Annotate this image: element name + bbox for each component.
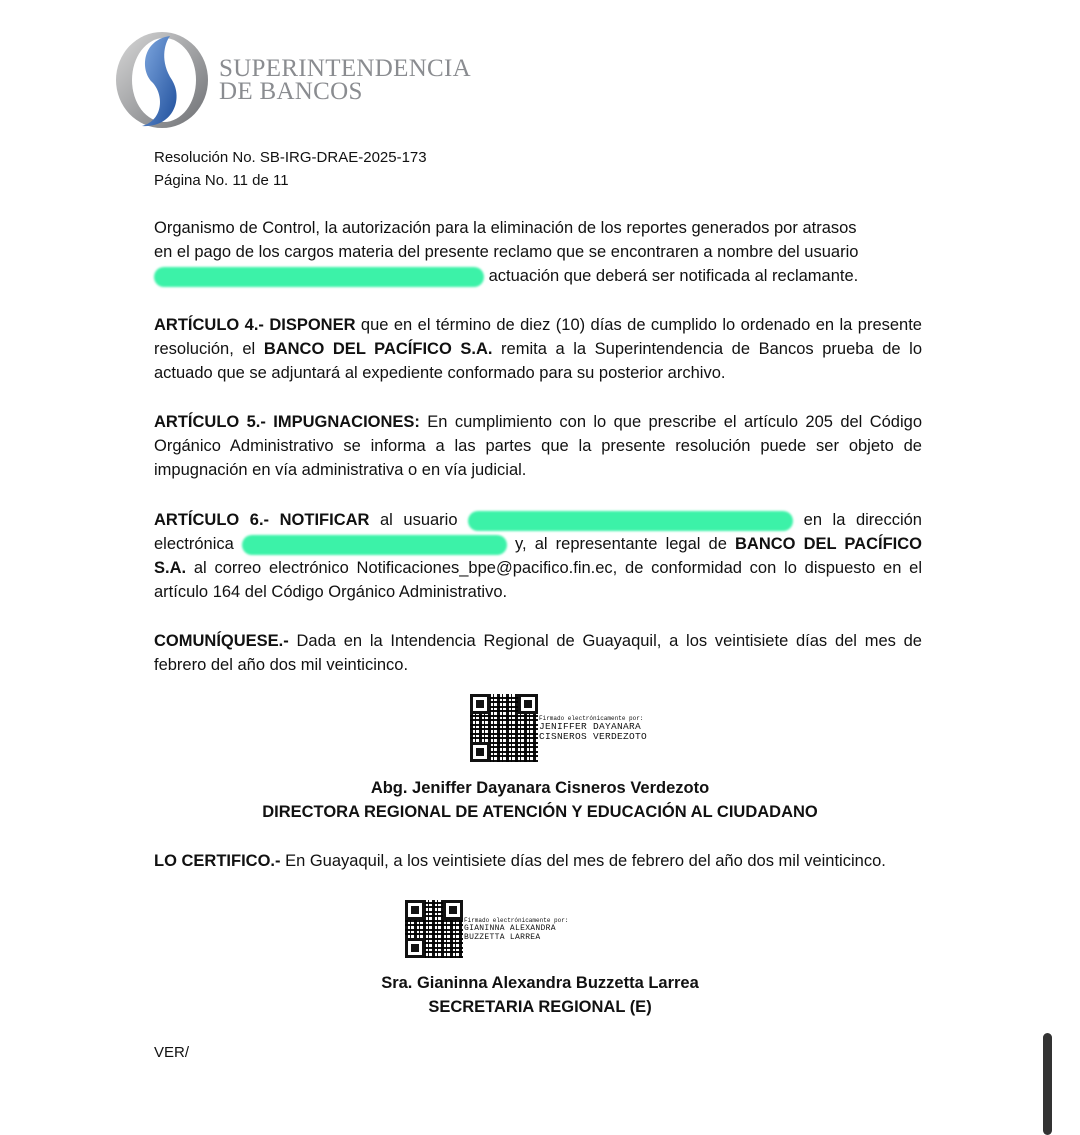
scrollbar[interactable] [1043, 1033, 1052, 1135]
superintendencia-logo [112, 30, 212, 130]
signer-2-name: Sra. Gianinna Alexandra Buzzetta Larrea [381, 974, 699, 992]
article-4 [154, 313, 922, 385]
intro-line-3: actuación que deberá ser notificada al reclamante. [488, 267, 859, 285]
article-6-text-a: al usuario [369, 511, 469, 529]
resolution-number: Resolución No. SB-IRG-DRAE-2025-173 [154, 149, 427, 166]
article-5 [154, 410, 922, 482]
certification-text: En Guayaquil, a los veintisiete días del mes de febrero del año dos mil veinticinco. [280, 852, 886, 870]
brand-line-2: DE BANCOS [219, 78, 363, 105]
article-5-text: En cumplimiento con lo que prescribe el artículo 205 del Código Orgánico Administrativo se informa a las partes que la presente resolución puede ser objeto de impugnación en vía administrativa o en vía judicial. [154, 413, 923, 479]
certification-heading: LO CERTIFICO.- [154, 852, 281, 870]
stamp-label: Firmado electrónicamente por: [539, 714, 644, 722]
article-4-text-1: que en el término de diez (10) días de cumplido lo ordenado en la presente resolución, el [154, 316, 922, 358]
stamp-name-line-2: CISNEROS VERDEZOTO [539, 730, 648, 742]
qr-code-icon [405, 900, 463, 958]
article-4-heading: ARTÍCULO 4.- DISPONER [154, 316, 356, 334]
intro-line-2: en el pago de los cargos materia del presente reclamo que se encontraren a nombre del usuario [154, 243, 859, 261]
article-6-bank: BANCO DEL PACÍFICO S.A. [154, 535, 922, 577]
article-4-text-2: remita a la Superintendencia de Bancos prueba de lo actuado que se adjuntará al expediente conformado para su posterior archivo. [154, 340, 922, 382]
signer-2-title: SECRETARIA REGIONAL (E) [428, 998, 652, 1016]
intro-line-1: Organismo de Control, la autorización para la eliminación de los reportes generados por atrasos [154, 219, 857, 237]
comuniquese-heading: COMUNÍQUESE.- [154, 632, 289, 650]
article-6-text-d: al correo electrónico Notificaciones_bpe@pacifico.fin.ec, de conformidad con lo dispuesto en el artículo 164 del Código Orgánico Administrativo. [154, 559, 922, 601]
stamp-name-line-2: BUZZETTA LARREA [464, 932, 541, 942]
redacted-user [468, 511, 793, 531]
signer-1-title: DIRECTORA REGIONAL DE ATENCIÓN Y EDUCACIÓN AL CIUDADANO [262, 803, 818, 821]
redacted-email [242, 535, 507, 555]
stamp-text-1 [539, 715, 647, 742]
qr-code-icon [470, 694, 538, 762]
comuniquese [154, 629, 922, 677]
footer-initials: VER/ [154, 1044, 190, 1061]
article-6 [154, 508, 922, 604]
stamp-name-line-1: JENIFFER DAYANARA [539, 720, 642, 732]
article-6-heading: ARTÍCULO 6.- NOTIFICAR [154, 511, 370, 529]
signature-stamp-1 [470, 694, 647, 762]
article-5-heading: ARTÍCULO 5.- IMPUGNACIONES: [154, 413, 420, 431]
article-6-text-b: en la dirección electrónica [154, 511, 922, 553]
article-6-text-c: y, al representante legal de [506, 535, 735, 553]
signer-1-name: Abg. Jeniffer Dayanara Cisneros Verdezoto [370, 779, 710, 797]
stamp-label: Firmado electrónicamente por: [464, 916, 569, 924]
paragraph-intro [154, 216, 922, 288]
signature-stamp-2 [405, 900, 568, 958]
brand-name [219, 57, 471, 103]
brand-line-1: SUPERINTENDENCIA [219, 55, 472, 82]
certification [154, 849, 922, 873]
comuniquese-text: Dada en la Intendencia Regional de Guayaquil, a los veintisiete días del mes de febrero del año dos mil veinticinco. [154, 632, 922, 674]
stamp-text-2 [464, 917, 568, 942]
article-4-bank: BANCO DEL PACÍFICO S.A. [263, 340, 493, 358]
page-number: Página No. 11 de 11 [154, 172, 289, 189]
redacted-name [154, 267, 484, 287]
stamp-name-line-1: GIANINNA ALEXANDRA [464, 923, 556, 933]
